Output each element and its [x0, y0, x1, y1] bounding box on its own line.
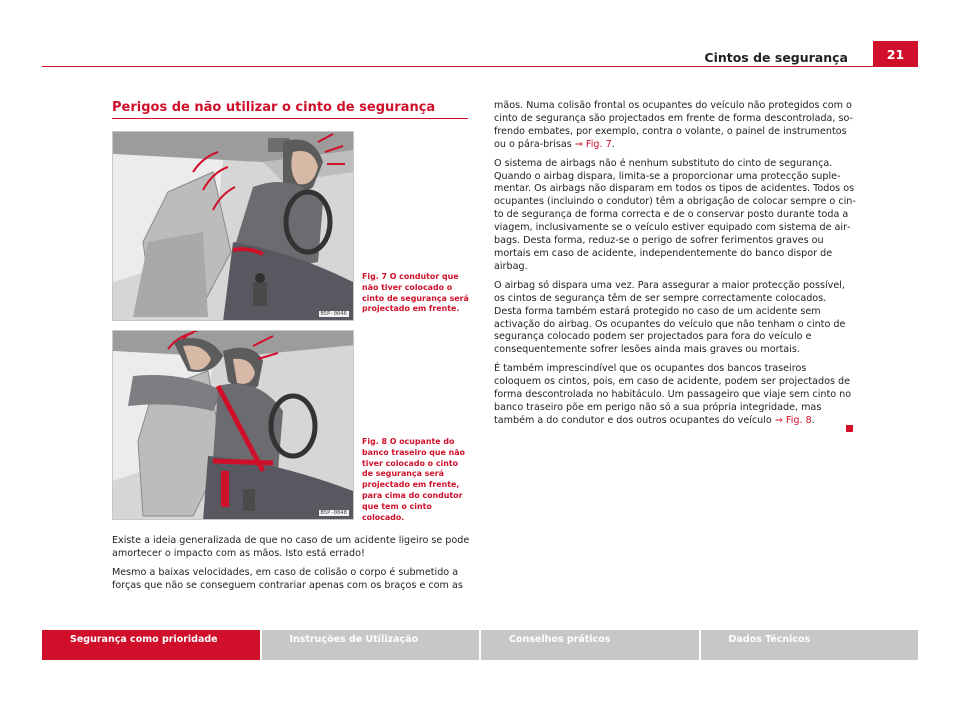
- paragraph: É também imprescindível que os ocupantes dos bancos traseiros coloquem os cintos, pois, em caso de acidente, podem ser projectados de forma descontrolada no habitáculo. Um passageiro que viaje sem cinto no banco traseiro põe em perigo não só a sua própria integridade, mas também a do condutor e dos outros ocupantes do veículo ⇒ Fig. 8.: [494, 363, 852, 426]
- paragraph: mãos. Numa colisão frontal os ocupantes do veículo não protegidos com o cinto de segurança são projectados em frente de forma descontrolada, sofrendo embates, por exemplo, contra o volante, o painel de instrumentos ou o pára-brisas ⇒ Fig. 7.: [494, 100, 853, 150]
- tab-instrucoes[interactable]: Instruções de Utilização: [262, 630, 480, 660]
- figure-8-rear-passenger-unbelted: [112, 330, 354, 520]
- paragraph: O sistema de airbags não é nenhum substituto do cinto de segurança. Quando o airbag dispara, limita-se a proporcionar uma protecção suplementar. Os airbags não disparam em todos os tipos de acidentes. Todos os ocupantes (incluindo o condutor) têm a obrigação de colocar sempre o cinto de segurança de forma correcta e de o conservar posto durante toda a viagem, inclusivamente se o veículo estiver equipado com sistema de airbags. Desta forma, reduz-se o perigo de sofrer ferimentos graves ou mortais em caso de acidente, independentemente do banco dispor de airbag.: [494, 157, 856, 272]
- section-heading: Perigos de não utilizar o cinto de segurança: [112, 100, 436, 115]
- figure-7-illustration: [113, 132, 354, 321]
- page-number: 21: [873, 41, 918, 67]
- footer-navigation: [42, 630, 918, 660]
- section-end-marker: [846, 425, 853, 432]
- figure-7-caption: Fig. 7 O condutor que não tiver colocado o cinto de segurança será projectado em frente.: [362, 272, 469, 314]
- section-heading-rule: [112, 118, 468, 119]
- paragraph: Existe a ideia generalizada de que no caso de um acidente ligeiro se pode amortecer o impacto com as mãos. Isto está errado!: [112, 535, 470, 559]
- figure-8-caption: Fig. 8 O ocupante do banco traseiro que não tiver colocado o cinto de segurança será projectado em frente, para cima do condutor que tem o cinto colocado.: [362, 437, 465, 522]
- left-column-text: [112, 535, 470, 599]
- paragraph: O airbag só dispara uma vez. Para assegurar a maior protecção possível, os cintos de segurança têm de ser sempre correctamente colocados. Desta forma também estará protegido no caso de um acidente sem activação do airbag. Os ocupantes do veículo que não tenham o cinto de segurança colocado podem ser projectados para fora do veículo e consequentemente sofrer lesões ainda mais graves ou mortais.: [494, 279, 846, 356]
- figure-7-driver-unbelted: [112, 131, 354, 321]
- right-column-text: [494, 100, 856, 434]
- tab-conselhos[interactable]: Conselhos práticos: [481, 630, 699, 660]
- figure-8-illustration: [113, 331, 354, 520]
- header-rule: [42, 66, 918, 67]
- tab-dados-tecnicos[interactable]: Dados Técnicos: [701, 630, 919, 660]
- tab-seguranca[interactable]: Segurança como prioridade: [42, 630, 260, 660]
- figure-7-link[interactable]: ⇒ Fig. 7: [574, 138, 612, 150]
- figure-code: B5P-0046: [320, 311, 347, 317]
- figure-8-link[interactable]: ⇒ Fig. 8: [774, 414, 812, 426]
- figure-code: B5P-0048: [320, 510, 347, 516]
- running-header-title: Cintos de segurança: [704, 50, 848, 65]
- paragraph: Mesmo a baixas velocidades, em caso de colisão o corpo é submetido a forças que não se conseguem contrariar apenas com os braços e com as: [112, 566, 463, 591]
